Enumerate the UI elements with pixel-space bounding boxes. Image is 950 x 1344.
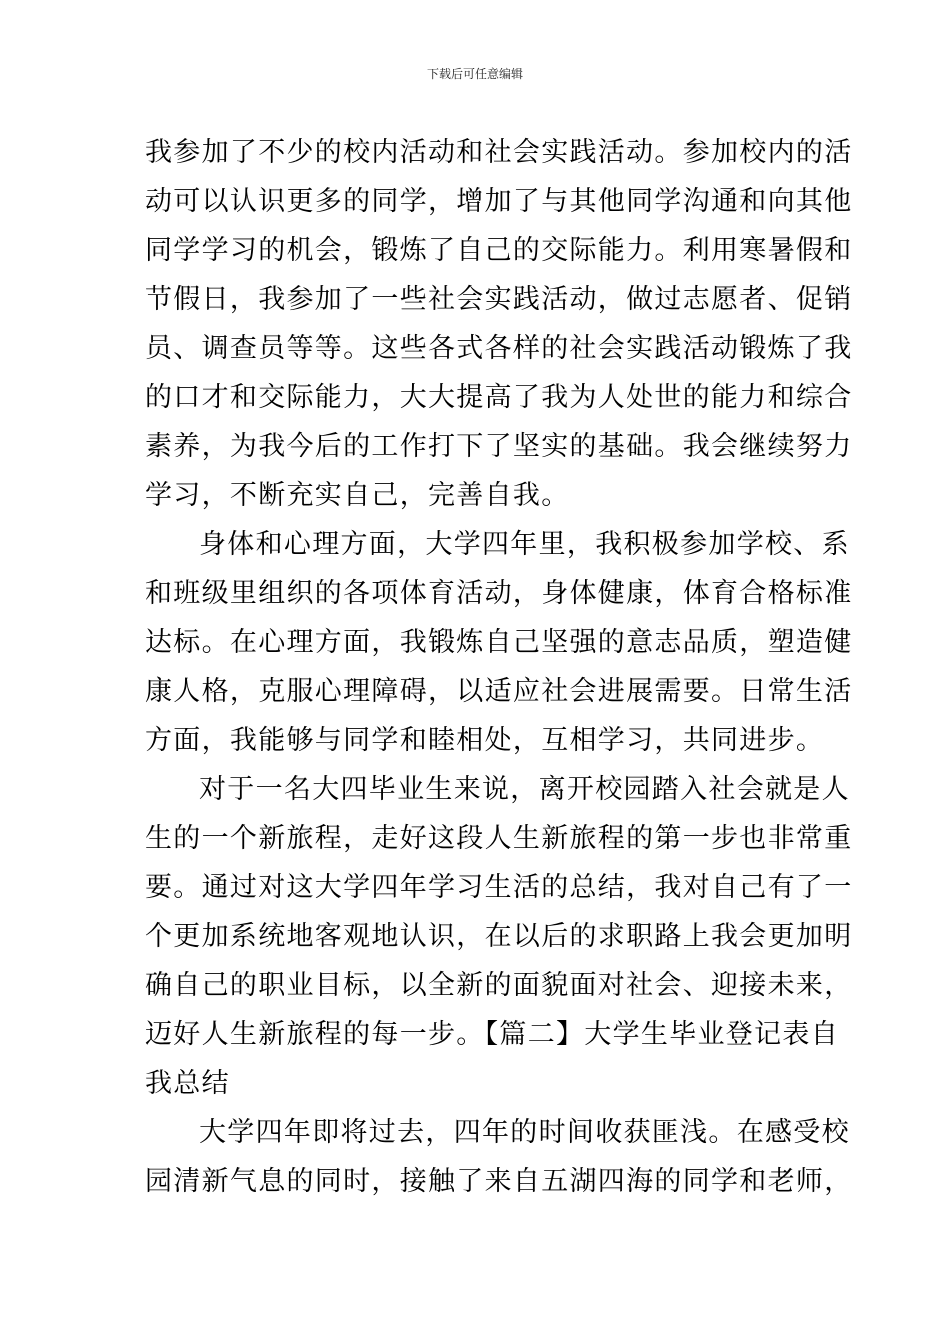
text-line: 方面，我能够与同学和睦相处，互相学习，共同进步。 [145,725,825,756]
body-text [145,128,853,1206]
text-line: 康人格，克服心理障碍，以适应社会进展需要。日常生活 [145,676,853,707]
paragraph-start-line: 对于一名大四毕业生来说，离开校园踏入社会就是人 [199,774,850,805]
text-line: 节假日，我参加了一些社会实践活动，做过志愿者、促销 [145,284,853,315]
text-line: 学习，不断充实自己，完善自我。 [145,480,570,511]
text-line: 素养，为我今后的工作打下了坚实的基础。我会继续努力 [145,431,853,462]
text-line: 我总结 [145,1068,230,1099]
text-line: 要。通过对这大学四年学习生活的总结，我对自己有了一 [145,872,853,903]
text-line: 同学学习的机会，锻炼了自己的交际能力。利用寒暑假和 [145,235,853,266]
text-line: 的口才和交际能力，大大提高了我为人处世的能力和综合 [145,382,853,413]
text-line: 迈好人生新旅程的每一步。【篇二】大学生毕业登记表自 [145,1019,839,1050]
text-line: 确自己的职业目标，以全新的面貌面对社会、迎接未来， [145,970,853,1001]
text-line: 个更加系统地客观地认识，在以后的求职路上我会更加明 [145,921,853,952]
text-line: 和班级里组织的各项体育活动，身体健康，体育合格标准 [145,578,853,609]
paragraph-start-line: 大学四年即将过去，四年的时间收获匪浅。在感受校 [199,1117,850,1148]
paragraph-start-line: 身体和心理方面，大学四年里，我积极参加学校、系 [199,529,850,560]
text-line: 达标。在心理方面，我锻炼自己坚强的意志品质，塑造健 [145,627,853,658]
text-line: 园清新气息的同时，接触了来自五湖四海的同学和老师， [145,1166,853,1197]
download-note: 下载后可任意编辑 [426,67,523,81]
text-line: 生的一个新旅程，走好这段人生新旅程的第一步也非常重 [145,823,853,854]
text-line: 员、调查员等等。这些各式各样的社会实践活动锻炼了我 [145,333,853,364]
text-line: 动可以认识更多的同学，增加了与其他同学沟通和向其他 [145,186,853,217]
text-line: 我参加了不少的校内活动和社会实践活动。参加校内的活 [145,137,853,168]
